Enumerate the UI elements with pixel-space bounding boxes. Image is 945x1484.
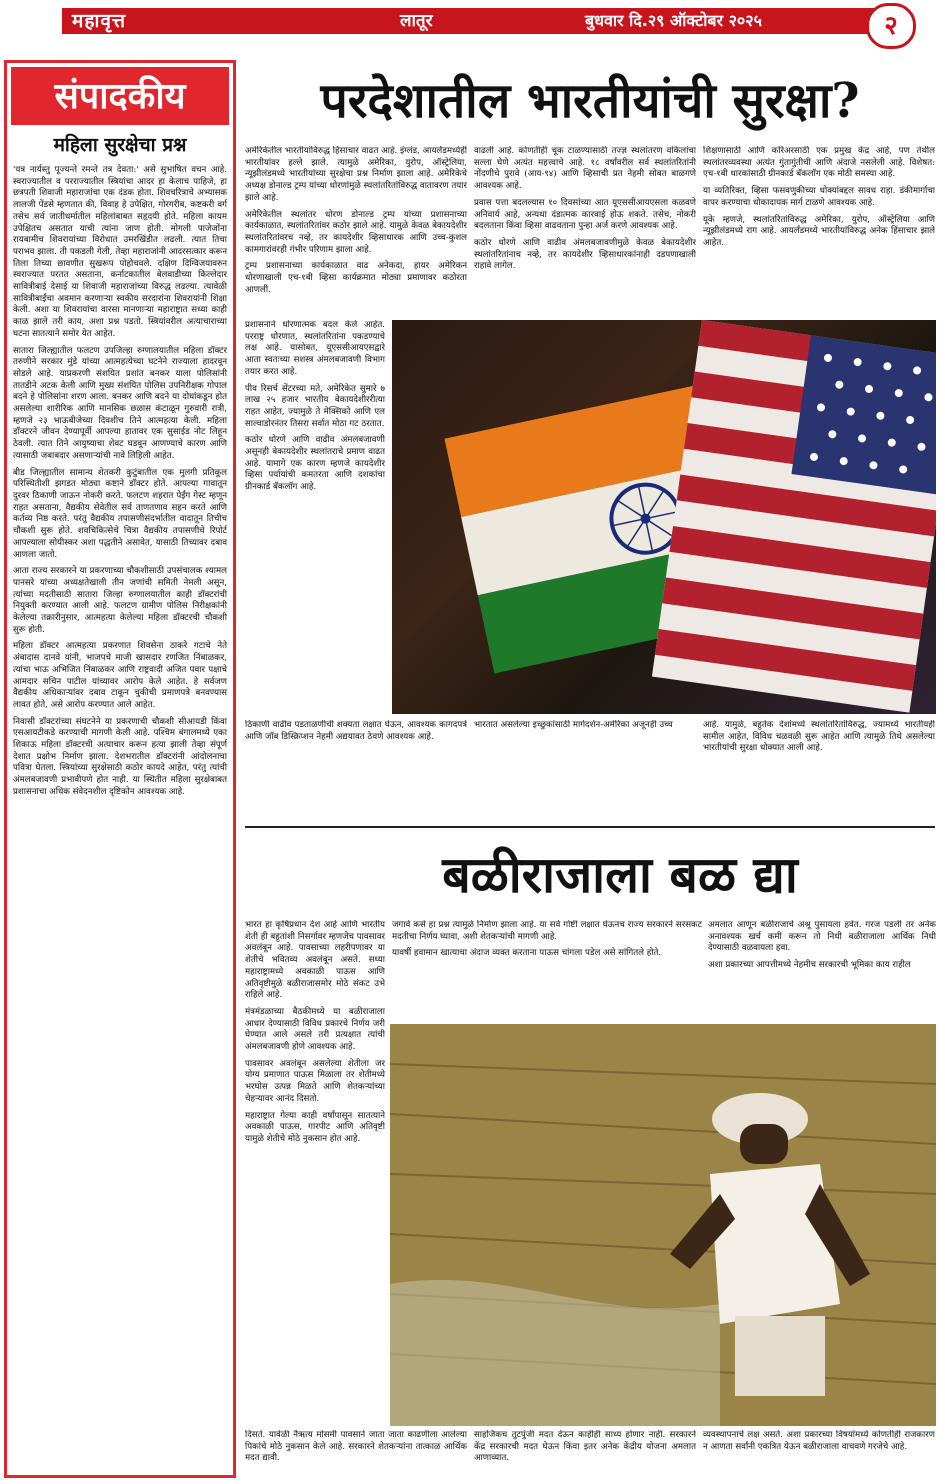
article1-paragraph: भारतात असलेल्या इच्छुकांसाठी मार्गदर्शन-अमेरिका अजूनही उच्च	[474, 720, 673, 730]
article1-paragraph: शिक्षणासाठी आणि करिअरसाठी एक प्रमुख केंद्र आहे, पण तेथील स्थलांतरव्यवस्था अत्यंत गुंतागुंतीची आणि अंदाजे नसलेली आहे. विशेषत: एच-१बी धारकांसाठी ग्रीनकार्ड बॅकलॉग एक मोठी समस्या आहे.	[703, 146, 935, 180]
article2-paragraph: दिसते. यावेळी नैऋत्य मोसमी पावसाने जाता जाता काढणीला आलेल्या पिकांचे मोठे नुकसान केले आहे. सरकारने शेतकऱ्यांना तात्काळ आर्थिक मदत द्यावी.	[245, 1430, 467, 1464]
article1-paragraph: प्रशासनाने धोरणात्मक बदल केले आहेत. परराष्ट्र धोरणात, स्थलांतरितांना पकडण्याचे लक्ष आहे. यासोबत, यूएससीआयएसद्वारे आता स्वतःच्या सशस्त्र अंमलबजावणी विभाग तयार करत आहे.	[245, 320, 385, 377]
article2-paragraph: व्यवस्थापनाचे लक्ष असते. अशा प्रकारच्या विषयांमध्ये कोणतीही राजकारण न आणता सर्वांनी एकत्रित येऊन बळीराजाला वाचवणे गरजेचे आहे.	[703, 1430, 935, 1452]
article1-paragraph: अमेरिकेतील स्थलांतर धोरण डोनाल्ड ट्रम्प यांच्या प्रशासनाच्या कार्यकाळात, स्थलांतरितांवर कठोर झाले आहे. यामुळे केवळ बेकायदेशीर स्थलांतरितांवरच नव्हे, तर कायदेशीर व्हिसाधारक आणि उच्च-कुशल कामगारांवरही गंभीर परिणाम झाला आहे.	[245, 209, 467, 255]
editorial-paragraph: आता राज्य सरकारने या प्रकरणाच्या चौकशीसाठी उपसंचालक श्यामल पानसरे यांच्या अध्यक्षतेखाली तीन जणांची समिती नेमली असून, त्यांच्या मदतीसाठी सातारा जिल्हा रुग्णालयातील काही डॉक्टरांची नियुक्ती करण्यात आली आहे. फलटण ग्रामीण पोलिस निरीक्षकांनी केलेल्या तक्रारीनुसार, आत्महत्या केलेल्या महिला डॉक्टरची चौकशी सुरू होती.	[13, 566, 227, 635]
flags-illustration	[392, 320, 936, 714]
article1-headline: परदेशातील भारतीयांची सुरक्षा?	[320, 73, 860, 129]
editorial-paragraph: 'यत्र नार्यस्तु पूज्यन्ते रमन्ते तत्र देवता:' असे सुभाषित वचन आहे. स्वराज्यातील व परराज्यातील स्त्रियांचा आदर हा केलाच पाहिजे, हा छत्रपती शिवाजी महाराजांचा एक दंडक होता. शिवचरित्राचे अभ्यासक लालजी पेंडसे म्हणतात की, विवाह हे उपेक्षित, गोरगरीब, कष्टकरी वर्ग तसेच सर्व जातीधर्मातील महिलांबाबत सहृदयी होते. महिला कायम उपेक्षितच असतात याची त्यांना जाण होती. मोगली पाजेजोंना रायबामीच शिवरायांच्या विरोधात उमरखिंडीत लढली. त्यात तिचा पराभव झाला. ती पकडली गेली, तेव्हा महाराजांनी आदरसत्कार करून तिला तिच्या छावणीत सुखरूप पोहोचवले. दक्षिण दिग्विजयावरुन स्वराज्यात परतत असताना, कर्नाटकातील बेलवाडीच्या किल्लेदार सावित्रीबाई देसाई या शिवाजी महाराजांच्या विरुद्ध लढल्या. त्यावेळी सावित्रीबाईंचा अवमान करणाऱ्या स्वकीय सरदारांना शिवरायांनी शिक्षा केली. अशा या शिवरायांचा वारसा मानणाऱ्या महाराष्ट्रात सध्या काही काळ झाले तरी काय, अशा प्रश्न पडतो. स्त्रियांवरील अत्याचाराच्या घटना सातत्याने समोर येत आहेत.	[13, 165, 227, 339]
article1-paragraph: अमेरिकेतील भारतीयांविरुद्ध हिंसाचार वाढत आहे. इंग्लंड, आयर्लंडमध्येही भारतीयांवर हल्ले झाले. त्यामुळे अमेरिका, युरोप, ऑस्ट्रेलिया, न्यूझीलंडमध्ये भारतीयांच्या सुरक्षेचा प्रश्न निर्माण झाला आहे. अमेरिकेचे अध्यक्ष डोनाल्ड ट्रम्प यांच्या धोरणांमुळे स्थलांतरितांविरुद्ध वातावरण तयार झाले आहे.	[245, 146, 467, 203]
article1-column-1	[245, 146, 467, 318]
paper-name: महावृत्त	[72, 10, 127, 32]
article2-paragraph: महाराष्ट्रात गेल्या काही वर्षांपासून सातत्याने अवकाळी पाऊस, गारपीट आणि अतिवृष्टी यामुळे शेतीचे मोठे नुकसान होत आहे.	[245, 1110, 385, 1144]
article2-headline: बळीराजाला बळ द्या	[442, 845, 798, 904]
article2-paragraph: साहजिकच तुटपुंजी मदत देऊन काहीही साध्य होणार नाही. सरकारने केंद्र सरकारची मदत घेऊन किंवा इतर अनेक केंद्रीय योजना अमलात आणाव्यात.	[474, 1430, 696, 1464]
masthead-city: लातूर	[400, 11, 433, 31]
article1-paragraph: आहे. यामुळे, बहुतेक देशांमध्ये स्थलांतरितांविरुद्ध, ज्यामध्ये भारतीयही सामील आहेत, विविध चळवळी सुरू आहेत आणि त्यामुळे तिथे असलेल्या भारतीयांची सुरक्षा धोक्यात आली आहे.	[703, 720, 935, 754]
article1-paragraph: कठोर धोरणे आणि वाढीव अंमलबजावणीमुळे केवळ बेकायदेशीर स्थलांतरितांनाच नव्हे, तर कायदेशीर व्हिसाधारकांनाही दडपणाखाली राहावे लागेल.	[474, 237, 696, 272]
article2-bottom-right	[703, 1430, 935, 1480]
article1-left-column	[245, 320, 385, 716]
editorial-paragraph: महिला डॉक्टर आत्महत्या प्रकरणात शिवसेना ठाकरे गटाचे नेते अंबादास दानवे यांनी, भाजपचे माजी खासदार रणजित निंबाळकर, त्यांचा भाऊ अभिजित निंबाळकर आणि राष्ट्रवादी अजित पवार पक्षाचे आमदार सचिन पाटील यांच्यावर आरोप केले आहेत. हे सर्वजण वैद्यकीय अधिकाऱ्यांवर दबाव टाकून चुकीची प्रमाणपत्रे बनवण्यास लावत होते, असे आरोप करण्यात आले आहेत.	[13, 641, 227, 710]
article1-bottom-left	[245, 720, 467, 820]
article1-column-3	[703, 146, 935, 318]
article2-paragraph: अमलात आणून बळीराजाचे अश्रू पुसायला हवेत. गरज पडली तर अनेक अनावश्यक खर्च कमी करून तो निधी बळीराजाला आर्थिक निधी देण्यासाठी वळवायला हवा.	[708, 920, 936, 954]
editorial-paragraph: बीड जिल्ह्यातील सामान्य शेतकरी कुटुंबातील एक मुलगी प्रतिकूल परिस्थितीशी झगडत मोठ्या कष्टाने डॉक्टर होते. आपल्या गावातून दुरवर ठिकाणी जाऊन नोकरी करते. फलटण शहरात पेईंग गेस्ट म्हणून राहत असताना, वैद्यकीय सेवेतील सर्व ताणतणाव सहन करते आणि कर्तव्य निष्ठ करते. परंतु वैद्यकीय तपासणीसंदर्भातील वादातून तिचीच चौकशी सुरू होते. शवचिकित्सेचे चित्रा वैद्यकीय तपासणीचे रिपोर्ट आपल्याला सोयीस्कर अशा पद्धतीने असावेत, यासाठी तिच्यावर दबाव आणला जातो.	[13, 467, 227, 560]
editorial-paragraph: निवासी डॉक्टरांच्या संघटनेने या प्रकरणाची चौकशी सीआयडी किंवा एसआयटीकडे करण्याची मागणी केली आहे. पश्चिम बंगालमध्ये एका शिकाऊ महिला डॉक्टरची अत्याचार करून हत्या झाली तेव्हा संपूर्ण देशात प्रक्षोभ निर्माण झाला. देशभरातील डॉक्टरांनी आंदोलनाचा पवित्रा घेतला. स्त्रियांच्या सुरक्षेसाठी कठोर कायदे आहेत, परंतु त्यांची अंमलबजावणी प्रभावीपणे होत नाही. या स्थितीत महिला सुरक्षेबाबत प्रशासनाचा अधिक संवेदनशील दृष्टिकोन आवश्यक आहे.	[13, 716, 227, 797]
section-divider	[245, 826, 935, 828]
article2-paragraph: भारत हा कृषिप्रधान देश आहे आणि भारतीय शेती ही बहुतांशी निसर्गावर म्हणजेच पावसावर अवलंबून आहे. पावसाच्या लहरीपणावर या शेतीचे भवितव्य अवलंबून असते. सध्या महाराष्ट्रामध्ये अवकाळी पाऊस आणि अतिवृष्टीमुळे बळीराजासमोर मोठे संकट उभे राहिले आहे.	[245, 920, 385, 1001]
article1-paragraph: प्रवास पत्ता बदलल्यास १० दिवसांच्या आत यूएससीआयएसला कळवणे अनिवार्य आहे, अन्यथा दंडात्मक कारवाई होऊ शकते. तसेच, नोकरी बदलताना किंवा व्हिसा वाढवताना पुन्हा अर्ज करणे आवश्यक आहे.	[474, 197, 696, 232]
article1-bottom-right	[703, 720, 935, 820]
article2-bottom-middle	[474, 1430, 696, 1480]
editorial-sidebar	[4, 60, 236, 1478]
editorial-paragraph: सातारा जिल्ह्यातील फलटण उपजिल्हा रुग्णालयातील महिला डॉक्टर तरुणीने सरकार मुंडे यांच्या आत्महत्येच्या घटनेने राज्याला हादरवून सोडले आहे. याप्रकरणी संशयित प्रशांत बनकर याला पोलिसांनी तातडीने अटक केली आणि मुख्य संशयित पोलिस उपनिरीक्षक गोपाल बदने हे पोलिसांना शरण आला. बनकर आणि बदने या दोघांकडून होत असलेल्या शारीरिक आणि मानसिक छळास कंटाळून गुरुवारी रात्री, म्हणजे २३ भाऊबीजेच्या दिवशीच तिने आत्महत्या केली. महिला डॉक्टरने जीवन देण्यापूर्वी आपल्या हातावर एक सुसाईड नोट लिहून ठेवली. त्यात तिने आयुष्याचा शेवट घडवून आणण्याचे कारण आणि त्यासाठी जबाबदार असणाऱ्यांची नावे लिहिली आहेत.	[13, 345, 227, 461]
article2-paragraph: अशा प्रकारच्या आपत्तीमध्ये नेहमीच सरकारची भूमिका काय राहील	[708, 960, 911, 971]
article1-bottom-middle	[474, 720, 696, 820]
farmer-in-field-photo	[390, 1024, 936, 1426]
masthead	[0, 0, 945, 52]
article2-column-3	[708, 920, 936, 1020]
article1-paragraph: या व्यतिरिक्त, व्हिसा फसवणुकीच्या धोक्यांबद्दल सावध राहा. डंकीमार्गाचा वापर करण्याचा धोकादायक मार्ग टाळणे आवश्यक आहे.	[703, 186, 935, 208]
article1-paragraph: यूके म्हणजे, स्थलांतरितांविरुद्ध अमेरिका, युरोप, ऑस्ट्रेलिया आणि न्यूझीलंडमध्ये राग आहे. आयर्लंडमध्ये भारतीयांविरुद्ध अनेक हिंसाचार झाले आहेत.	[703, 214, 935, 248]
article1-paragraph: ट्रम्प प्रशासनाच्या कार्यकाळात वाढ अनेकदा, हायर अमेरिकन धोरणाखाली एच-१बी व्हिसा कार्यक्रमात मोठ्या प्रमाणावर कठोरता आणली.	[245, 261, 467, 295]
article2-bottom-left	[245, 1430, 467, 1480]
india-us-flags-photo	[392, 320, 936, 714]
masthead-bar	[62, 8, 897, 34]
article1-paragraph: पीव रिसर्च सेंटरच्या मते, अमेरिकेत सुमारे ७ लाख २५ हजार भारतीय बेकायदेशीररीत्या राहत आहेत, ज्यामुळे ते मेक्सिको आणि एल साल्वाडोरनंतर तिसरा सर्वात मोठा गट ठरतात.	[245, 383, 385, 429]
article1-paragraph: वाढली आहे. कोणतीही चूक टाळण्यासाठी तज्ज्ञ स्थलांतरण वकिलांचा सल्ला घेणे अत्यंत महत्त्वाचे आहे. १८ वर्षांवरील सर्व स्थलांतरितांनी नोंदणीचे पुरावे (आय-९४) आणि व्हिसाची प्रत नेहमी सोबत बाळगणे आवश्यक आहे.	[474, 146, 696, 192]
article2-column-2	[392, 920, 702, 1020]
article2-paragraph: पावसावर अवलंबून असलेल्या शेतीला जर योग्य प्रमाणात पाऊस मिळाला तर शेतीमध्ये भरघोस उत्पन्न मिळते आणि शेतकऱ्यांच्या चेहऱ्यावर आनंद दिसतो.	[245, 1058, 385, 1104]
page-number: २	[866, 3, 916, 49]
masthead-date: बुधवार दि.२९ ऑक्टोबर २०२५	[585, 11, 762, 30]
article2-paragraph: मंत्रमंडळाच्या बैठकीमध्ये या बळीराजाला आधार देण्यासाठी विविध प्रकारचे निर्णय जरी घेण्यात आले असले तरी प्रत्यक्षात त्यांची अंमलबजावणी होणे आवश्यक आहे.	[245, 1006, 385, 1053]
editorial-headline: महिला सुरक्षेचा प्रश्न	[53, 134, 187, 156]
editorial-section-label: संपादकीय	[11, 67, 229, 125]
article1-column-2	[474, 146, 696, 318]
article2-paragraph: जगावे कसे हा प्रश्न त्यामुळे निर्माण झाला आहे. या सर्व गोष्टी लक्षात घेऊनच राज्य सरकारने सरसकट मदतीचा निर्णय घ्यावा, अशी शेतकऱ्यांची मागणी आहे.	[392, 920, 702, 942]
article1-paragraph: ठिकाणी वाढीव पडताळणीची शक्यता लक्षात घेऊन, आवश्यक कागदपत्रे आणि जॉब डिस्क्रिप्शन नेहमी अद्ययावत ठेवणे आवश्यक आहे.	[245, 720, 467, 742]
article2-paragraph: यावर्षी हवामान खात्याचा अंदाज व्यक्त करताना पाऊस चांगला पडेल असे सांगितले होते.	[392, 948, 662, 959]
article2-left-column	[245, 920, 385, 1426]
article1-paragraph: कठोर धोरणे आणि वाढीव अंमलबजावणी असूनही बेकायदेशीर स्थलांतराचे प्रमाण वाढत आहे. यामागे एक कारण म्हणजे कायदेशीर व्हिसा पर्यायांची कमतरता आणि दशकांचा ग्रीनकार्ड बॅकलॉग आहे.	[245, 435, 385, 493]
farmer-illustration	[390, 1024, 936, 1426]
